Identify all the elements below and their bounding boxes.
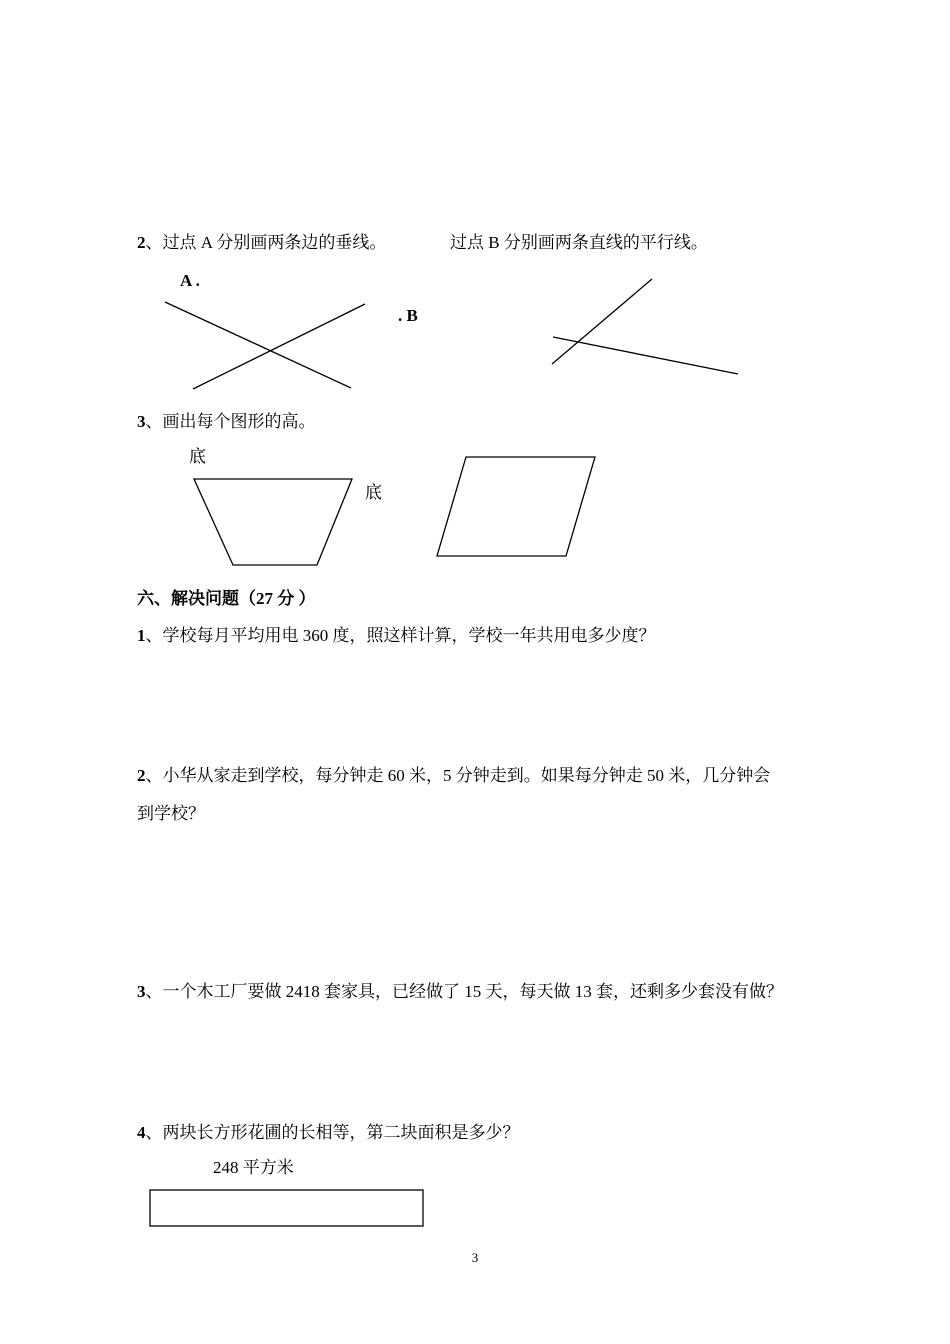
crossing-line-2	[193, 304, 365, 389]
angle-line-1	[552, 279, 652, 364]
problem-3	[137, 983, 783, 1000]
problem-1-text: 、学校每月平均用电 360 度，照这样计算，学校一年共用电多少度？	[145, 626, 656, 645]
q3-text: 、画出每个图形的高。	[145, 412, 316, 431]
q2-text-a: 、过点 A 分别画两条边的垂线。	[145, 233, 387, 252]
q2-text-b: 过点 B 分别画两条直线的平行线。	[450, 233, 708, 252]
angle-line-2	[553, 337, 738, 374]
section6-heading: 六、解决问题（27 分 ）	[137, 589, 316, 608]
problem-4-number: 4	[137, 1123, 146, 1142]
problem-3-text: 、一个木工厂要做 2418 套家具，已经做了 15 天，每天做 13 套，还剩多少套没有做？	[145, 982, 783, 1001]
trapezoid-side-base-label: 底	[365, 483, 382, 502]
problem-3-number: 3	[137, 982, 146, 1001]
problem-2-text: 、小华从家走到学校，每分钟走 60 米，5 分钟走到。如果每分钟走 50 米，几分钟会	[145, 766, 771, 785]
parallelogram-shape	[437, 457, 595, 556]
flower-bed-rectangle	[150, 1190, 423, 1226]
problem-4-text: 、两块长方形花圃的长相等，第二块面积是多少？	[145, 1123, 520, 1142]
problem-4	[137, 1124, 520, 1141]
area-label: 248 平方米	[213, 1158, 294, 1177]
trapezoid-base-label: 底	[189, 447, 206, 466]
q3-number: 3	[137, 412, 146, 431]
problem-2	[137, 767, 770, 784]
problem-1-number: 1	[137, 626, 146, 645]
q2-number: 2	[137, 233, 146, 252]
problem-2-text-cont: 到学校？	[137, 804, 205, 823]
crossing-line-1	[165, 302, 351, 388]
trapezoid-shape	[194, 479, 352, 565]
page-number: 3	[471, 1250, 479, 1265]
point-a-label: A .	[180, 271, 200, 290]
problem-2-number: 2	[137, 766, 146, 785]
problem-1	[137, 627, 656, 644]
point-b-label: . B	[398, 306, 418, 325]
